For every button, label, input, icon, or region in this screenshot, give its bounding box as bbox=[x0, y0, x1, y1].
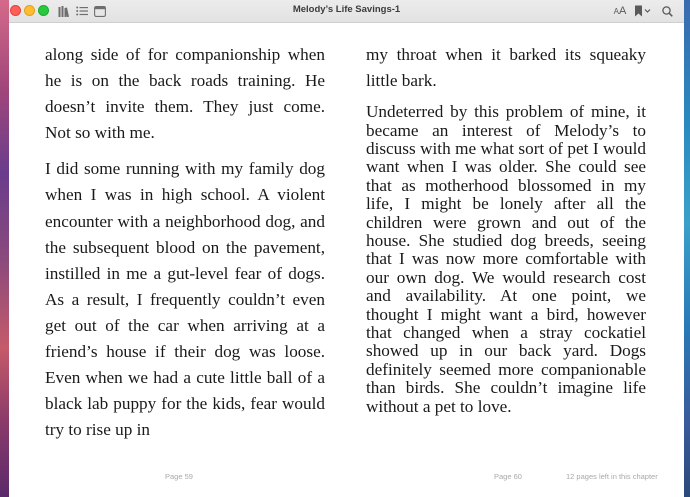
chapter-pages-remaining: 12 pages left in this chapter bbox=[566, 472, 658, 481]
left-paragraph-2: I did some running with my family dog when I was in high school. A violent encounter with a neighborhood dog, and the subsequent blood on the pavement, instilled in me a gut-level fear of dogs. As a result, I frequently couldn’t even get out of the car when arriving at a friend’s house if their dog was loose. Even when we had a cute little ball of a black lab puppy for the kids, fear would try to rise up in bbox=[45, 159, 325, 440]
left-page-number: Page 59 bbox=[165, 472, 193, 481]
library-icon-glyph bbox=[58, 6, 70, 17]
search-icon[interactable] bbox=[661, 3, 673, 19]
font-size-small-glyph: A bbox=[613, 6, 619, 16]
right-paragraph-2: Undeterred by this problem of mine, it became an interest of Melody’s to discuss with me what sort of pet I would want when I was older. She could see that as motherhood blossomed in my life, I might be lonely after all the children were grown and out of the house. She studied dog breeds, seeing that I was now more comfortable with our own dog. We would research cost and availability. At one point, we thought I might want a bird, however that changed when a stray cockatiel showed up in our back yard. Dogs definitely seemed more companionable than birds. She couldn’t imagine life without a pet to love. bbox=[366, 102, 646, 416]
right-page-text[interactable] bbox=[366, 42, 646, 416]
left-paragraph-1: along side of for companionship when he is on the back roads training. He doesn’t invite them. They just come. Not so with me. bbox=[45, 45, 325, 143]
desktop-background-left bbox=[0, 0, 9, 497]
title-bar[interactable] bbox=[9, 0, 684, 23]
right-paragraph-1: my throat when it barked its squeaky little bark. bbox=[366, 45, 646, 91]
bookmark-icon[interactable] bbox=[633, 3, 651, 19]
notes-icon[interactable] bbox=[94, 3, 106, 19]
notes-icon-glyph bbox=[94, 6, 106, 17]
minimize-window-button[interactable] bbox=[24, 5, 35, 16]
close-window-button[interactable] bbox=[10, 5, 21, 16]
bookmark-icon-glyph bbox=[633, 5, 651, 17]
font-size-large-glyph: A bbox=[619, 5, 627, 17]
list-icon-glyph bbox=[76, 6, 88, 16]
library-icon[interactable] bbox=[58, 3, 70, 19]
desktop-background-right bbox=[684, 0, 690, 497]
magnifier-glyph bbox=[662, 6, 673, 17]
font-settings-button[interactable] bbox=[612, 3, 628, 19]
window-title: Melody’s Life Savings-1 bbox=[292, 4, 401, 15]
table-of-contents-icon[interactable] bbox=[76, 3, 88, 19]
fullscreen-window-button[interactable] bbox=[38, 5, 49, 16]
books-reader-window bbox=[9, 0, 684, 497]
right-page-number: Page 60 bbox=[494, 472, 522, 481]
left-page-text[interactable] bbox=[45, 42, 325, 443]
